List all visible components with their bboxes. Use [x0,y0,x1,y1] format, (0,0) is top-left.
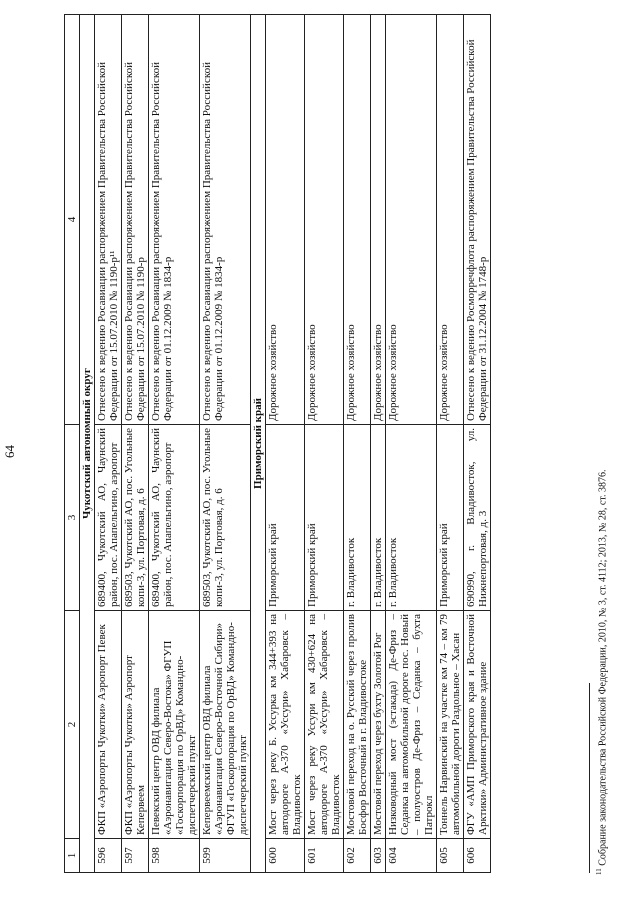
row-number: 602 [344,839,371,873]
footnote-text: Собрание законодательства Российской Федерации, 2010, № 3, ст. 4112; 2013, № 28, ст. 3876. [597,469,609,866]
object-note: Дорожное хозяйство [344,15,371,425]
column-header: 2 [65,611,80,839]
region-heading: Приморский край [251,15,266,873]
object-note: Отнесено к ведению Росморречфлота распоряжением Правительства Российской Федерации от 31.12.2004 № 1748-р [464,15,491,425]
row-number: 596 [95,839,122,873]
column-header: 4 [65,15,80,425]
object-address: г. Владивосток [386,425,437,611]
table-row [266,15,305,873]
region-row [80,15,95,873]
row-number: 599 [200,839,251,873]
object-address: 689503, Чукотский АО, пос. Угольные копи-3, ул. Портовая, д. 6 [122,425,149,611]
registry-table [64,14,491,873]
object-note: Дорожное хозяйство [371,15,386,425]
row-number: 601 [305,839,344,873]
region-row [251,15,266,873]
object-address: г. Владивосток [371,425,386,611]
object-address: Приморский край [266,425,305,611]
object-name: Мост через реку Уссури км 430+624 на автодороге А-370 «Уссури» Хабаровск – Владивосток [305,611,344,839]
row-number: 605 [437,839,464,873]
column-header: 3 [65,425,80,611]
footnote [595,470,608,875]
object-name: ФКП «Аэропорты Чукотки» Аэропорт Певек [95,611,122,839]
object-address: Приморский край [437,425,464,611]
object-name: Певекский центр ОВД филиала «Аэронавигация Северо-Востока» ФГУП «Госкорпорация по ОрВД» Командно-диспетчерский пункт [149,611,200,839]
object-address: 689400, Чукотский АО, Чаунский район, пос. Апапельгино, аэропорт [149,425,200,611]
object-name: Мостовой переход на о. Русский через пролив Босфор Восточный в г. Владивостоке [344,611,371,839]
object-name: ФКП «Аэропорты Чукотки» Аэропорт Кепервеем [122,611,149,839]
object-note: Дорожное хозяйство [266,15,305,425]
column-header: 1 [65,839,80,873]
table-row [149,15,200,873]
object-name: Низководный мост (эстакада) Де-Фриз – Седанка на автомобильной дороге пос. Новый – полуостров Де-Фриз – Седанка – бухта Патрокл [386,611,437,839]
object-name: Мост через реку Б. Уссурка км 344+393 на автодороге А-370 «Уссури» Хабаровск – Владивосток [266,611,305,839]
table-row [371,15,386,873]
row-number: 597 [122,839,149,873]
object-note: Отнесено к ведению Росавиации распоряжением Правительства Российской Федерации от 15.07.2010 № 1190-р [122,15,149,425]
table-row [122,15,149,873]
object-name: Тоннель Нарвинский на участке км 74 – км 79 автомобильной дороги Раздольное – Хасан [437,611,464,839]
object-address: 689503, Чукотский АО, пос. Угольные копи-3, ул. Портовая, д. 6 [200,425,251,611]
table-row [305,15,344,873]
object-note: Дорожное хозяйство [437,15,464,425]
table-row [464,15,491,873]
table-row [344,15,371,873]
object-note: Отнесено к ведению Росавиации распоряжением Правительства Российской Федерации от 01.12.2009 № 1834-р [200,15,251,425]
object-note: Дорожное хозяйство [386,15,437,425]
object-note: Дорожное хозяйство [305,15,344,425]
page-number: 64 [2,445,17,458]
table-row [437,15,464,873]
object-note: Отнесено к ведению Росавиации распоряжением Правительства Российской Федерации от 01.12.2009 № 1834-р [149,15,200,425]
row-number: 598 [149,839,200,873]
row-number: 604 [386,839,437,873]
table-row [200,15,251,873]
object-name: Кепервеемский центр ОВД филиала «Аэронавигация Северо-Восточной Сибири» ФГУП «Госкорпорация по ОрВД» Командно-диспетчерский пункт [200,611,251,839]
footnote-divider [589,683,590,873]
row-number: 600 [266,839,305,873]
row-number: 606 [464,839,491,873]
object-name: Мостовой переход через бухту Золотой Рог [371,611,386,839]
column-number-row [65,15,80,873]
object-name: ФГУ «АМП Приморского края и Восточной Арктики» Административное здание [464,611,491,839]
object-address: 690990, г. Владивосток, ул. Нижнепортовая, д. 3 [464,425,491,611]
object-address: 689400, Чукотский АО, Чаунский район, пос. Апапельгино, аэропорт [95,425,122,611]
object-address: Приморский край [305,425,344,611]
table-row [95,15,122,873]
footnote-mark: 11 [595,868,603,875]
object-address: г. Владивосток [344,425,371,611]
table-row [386,15,437,873]
object-note: Отнесено к ведению Росавиации распоряжением Правительства Российской Федерации от 15.07.2010 № 1190-р¹¹ [95,15,122,425]
row-number: 603 [371,839,386,873]
region-heading: Чукотский автономный округ [80,15,95,873]
